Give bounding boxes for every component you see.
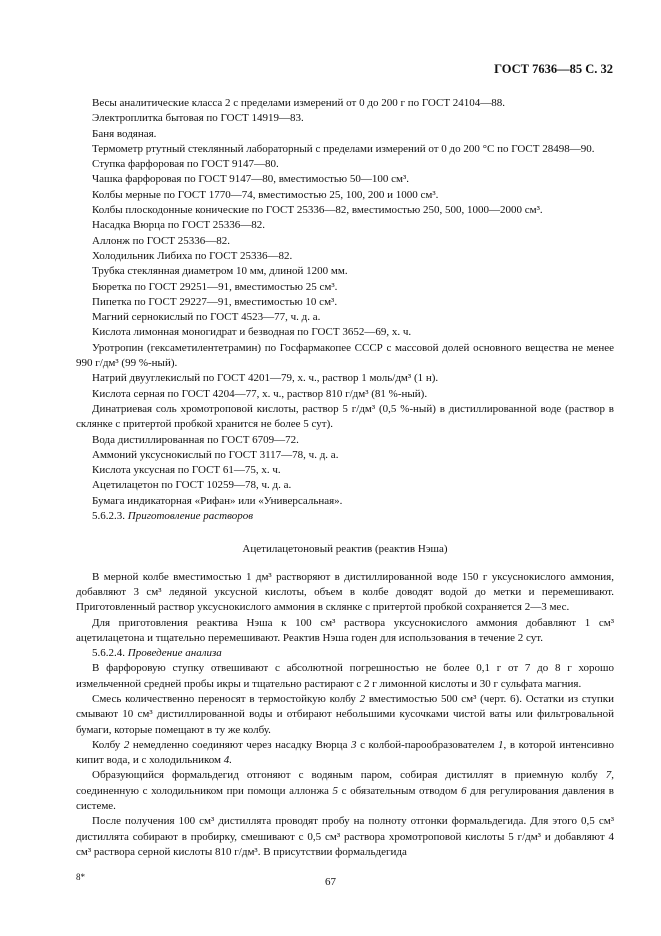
paragraph: Уротропин (гексаметилентетрамин) по Госфармакопее СССР с массовой долей основного вещества не менее 990 г/дм³ (99 %-ный).	[76, 341, 614, 370]
paragraph: Кислота уксусная по ГОСТ 61—75, х. ч.	[92, 464, 281, 477]
section-heading: Ацетилацетоновый реактив (реактив Нэша)	[242, 543, 448, 556]
paragraph	[76, 768, 614, 814]
text-segment: Образующийся формальдегид отгоняют с водяным паром, собирая дистиллят в приемную колбу	[92, 769, 606, 782]
paragraph: Вода дистиллированная по ГОСТ 6709—72.	[92, 433, 299, 446]
paragraph: В мерной колбе вместимостью 1 дм³ растворяют в дистиллированной воде 150 г уксуснокислого аммония, добавляют 3 см³ ледяной уксусной кислоты, объем в колбе доводят водой до метки и перемешивают. Приготовленный раствор уксуснокислого аммония в склянке с притертой пробкой сохраняется 2—3 мес.	[76, 570, 614, 614]
paragraph	[76, 692, 614, 738]
paragraph: Натрий двууглекислый по ГОСТ 4201—79, х. ч., раствор 1 моль/дм³ (1 н).	[92, 372, 439, 385]
document-body	[76, 96, 614, 860]
text-segment: немедленно соединяют через насадку Вюрца	[129, 738, 352, 751]
text-segment: 5.6.2.4.	[92, 647, 128, 660]
paragraph: Баня водяная.	[92, 127, 157, 140]
text-segment: , соединенную с холодильником при помощи аллонжа	[76, 769, 614, 797]
paragraph: Кислота лимонная моногидрат и безводная по ГОСТ 3652—69, х. ч.	[92, 326, 412, 339]
paragraph: После получения 100 см³ дистиллята проводят пробу на полноту отгонки формальдегида. Для этого 0,5 см³ дистиллята собирают в пробирку, смешивают с 0,5 см³ раствора хромотроповой кислоты 5 г/дм³ и добавляют 4 см³ раствора серной кислоты 810 г/дм³. В присутствии формальдегида	[76, 815, 614, 858]
paragraph: Насадка Вюрца по ГОСТ 25336—82.	[92, 219, 266, 232]
signature-mark: 8*	[76, 872, 85, 882]
paragraph: Магний сернокислый по ГОСТ 4523—77, ч. д. а.	[92, 311, 321, 324]
text-segment: для регулирования давления в системе.	[76, 784, 614, 813]
paragraph: Колбы плоскодонные конические по ГОСТ 25336—82, вместимостью 250, 500, 1000—2000 см³.	[92, 204, 543, 217]
italic-text: 1	[498, 738, 504, 751]
paragraph: Холодильник Либиха по ГОСТ 25336—82.	[92, 249, 293, 262]
italic-text: 6	[460, 784, 467, 797]
paragraph: Электроплитка бытовая по ГОСТ 14919—83.	[92, 112, 304, 125]
paragraph: Аммоний уксуснокислый по ГОСТ 3117—78, ч. д. а.	[92, 448, 339, 461]
text-segment: с обязательным отводом	[338, 784, 461, 797]
paragraph: Для приготовления реактива Нэша к 100 см³ раствора уксуснокислого аммония добавляют 1 см³ ацетилацетона и тщательно перемешивают. Реактив Нэша годен для использования в течение 2 сут.	[76, 616, 614, 644]
paragraph: Ацетилацетон по ГОСТ 10259—78, ч. д. а.	[92, 479, 292, 492]
italic-text: 3	[351, 738, 357, 751]
paragraph	[76, 646, 614, 661]
italic-text: 4.	[223, 754, 233, 767]
paragraph: Чашка фарфоровая по ГОСТ 9147—80, вместимостью 50—100 см³.	[92, 173, 410, 186]
paragraph: Ступка фарфоровая по ГОСТ 9147—80.	[92, 158, 279, 171]
italic-text: 2	[359, 692, 366, 705]
italic-text: 5	[332, 784, 339, 797]
text-segment: Колбу	[92, 738, 124, 751]
text-segment: , в которой интенсивно кипит вода, и с холодильником	[76, 738, 615, 767]
paragraph: Термометр ртутный стеклянный лабораторный с пределами измерений от 0 до 200 °С по ГОСТ 28498—90.	[92, 142, 595, 155]
paragraph: Динатриевая соль хромотроповой кислоты, раствор 5 г/дм³ (0,5 %-ный) в дистиллированной воде (раствор в склянке с притертой пробкой хранится не более 5 сут).	[76, 402, 614, 431]
paragraph: Кислота серная по ГОСТ 4204—77, х. ч., раствор 810 г/дм³ (81 %-ный).	[92, 387, 428, 400]
italic-text: 2	[123, 738, 130, 751]
paragraph: Трубка стеклянная диаметром 10 мм, длиной 1200 мм.	[92, 265, 348, 278]
text-segment: вместимостью 500 см³ (черт. 6). Остатки из ступки смывают 10 см³ дистиллированной воды и отбирают небольшими кусочками чистой ваты или фильтровальной бумаги, которые помещают в ту же колбу.	[76, 692, 614, 736]
paragraph: В фарфоровую ступку отвешивают с абсолютной погрешностью не более 0,1 г от 7 до 8 г хорошо измельченной средней пробы икры и тщательно растирают с 2 г лимонной кислоты и 30 г сульфата магния.	[76, 662, 614, 690]
paragraph: Пипетка по ГОСТ 29227—91, вместимостью 10 см³.	[92, 295, 338, 308]
paragraph: Аллонж по ГОСТ 25336—82.	[92, 234, 231, 247]
paragraph	[76, 509, 614, 524]
paragraph: Бюретка по ГОСТ 29251—91, вместимостью 25 см³.	[92, 280, 338, 293]
page-number: 67	[325, 876, 336, 888]
running-header: ГОСТ 7636—85 С. 32	[494, 62, 613, 76]
italic-text: 7	[605, 769, 612, 782]
paragraph	[76, 738, 614, 769]
italic-text: Проведение анализа	[127, 647, 222, 660]
italic-text: Приготовление растворов	[127, 510, 253, 523]
text-segment: Смесь количественно переносят в термостойкую колбу	[92, 692, 360, 705]
text-segment: с колбой-парообразователем	[356, 738, 499, 751]
paragraph: Бумага индикаторная «Рифан» или «Универсальная».	[92, 494, 343, 507]
paragraph: Колбы мерные по ГОСТ 1770—74, вместимостью 25, 100, 200 и 1000 см³.	[92, 188, 439, 201]
paragraph: Весы аналитические класса 2 с пределами измерений от 0 до 200 г по ГОСТ 24104—88.	[92, 97, 506, 109]
text-segment: 5.6.2.3.	[92, 510, 128, 523]
